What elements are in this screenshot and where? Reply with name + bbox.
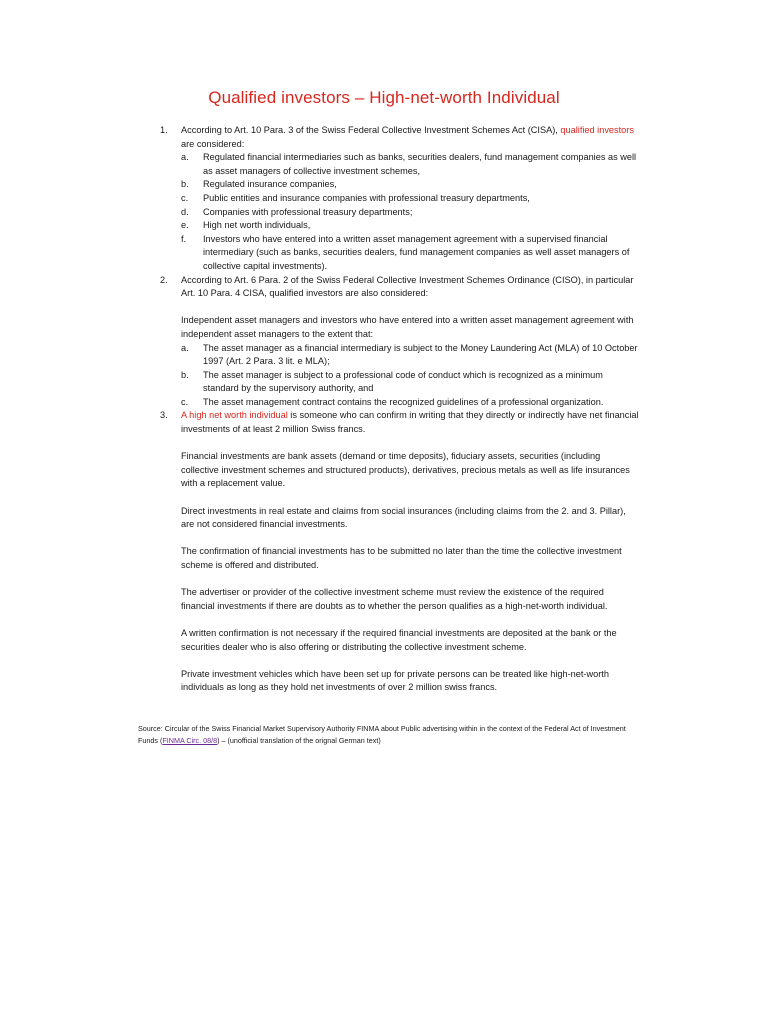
sub-letter: b. [181, 369, 189, 380]
sub-text: Public entities and insurance companies with professional treasury departments, [203, 192, 530, 203]
sub-item [160, 342, 640, 369]
sub-item [160, 219, 640, 233]
sub-text: Regulated financial intermediaries such as banks, securities dealers, fund management companies as well as asset managers of collective investment schemes, [203, 152, 637, 176]
source-text: Source: Circular of the Swiss Financial Market Supervisory Authority FINMA about Public advertising within in the context of the Federal Act of Investment Funds ( [138, 724, 626, 745]
source-note [138, 723, 638, 747]
intro-text-tail: are considered: [181, 138, 245, 149]
list-number: 3. [160, 410, 168, 421]
paragraph: The advertiser or provider of the collective investment scheme must review the existence of the required financial investments if there are doubts as to whether the person qualifies as a high-net-worth individual. [181, 587, 608, 611]
sub-item [160, 396, 640, 410]
highlight-text: A high net worth individual [181, 410, 288, 421]
list-item-1 [160, 124, 640, 151]
sub-letter: e. [181, 220, 189, 231]
document-body [160, 124, 640, 695]
sub-text: High net worth individuals, [203, 220, 311, 231]
paragraph: Financial investments are bank assets (demand or time deposits), fiduciary assets, securities (including collective investment schemes and structured products), derivatives, precious metals as well as life insurances with a replacement value. [181, 451, 630, 489]
sub-letter: f. [181, 233, 187, 244]
intro-text: According to Art. 10 Para. 3 of the Swiss Federal Collective Investment Schemes Act (CISA), [181, 125, 561, 135]
sub-text: Regulated insurance companies, [203, 179, 337, 190]
sub-item [160, 233, 640, 274]
sub-letter: a. [181, 342, 189, 353]
list-item-2 [160, 274, 640, 342]
paragraph: The confirmation of financial investments has to be submitted no later than the time the collective investment scheme is offered and distributed. [181, 546, 622, 570]
highlight-text: qualified investors [560, 125, 634, 135]
sub-letter: c. [181, 396, 189, 407]
sub-item [160, 151, 640, 178]
sub-item [160, 192, 640, 206]
sub-text: The asset manager is subject to a professional code of conduct which is recognized as a minimum standard by the supervisory authority, and [203, 369, 603, 394]
sub-text: The asset manager as a financial intermediary is subject to the Money Laundering Act (MLA) of 10 October 1997 (Art. 2 Para. 3 lit. e MLA); [203, 342, 638, 367]
sub-item [160, 369, 640, 396]
paragraph: Private investment vehicles which have been set up for private persons can be treated like high-net-worth individuals as long as they hold net investments of over 2 million swiss francs. [181, 668, 609, 693]
sub-letter: c. [181, 192, 189, 203]
paragraph: Independent asset managers and investors who have entered into a written asset management agreement with independent asset managers to the extent that: [181, 315, 634, 339]
list-item-3 [160, 409, 640, 694]
paragraph: Direct investments in real estate and claims from social insurances (including claims from the 2. and 3. Pillar), are not considered financial investments. [181, 505, 626, 530]
item-intro [181, 409, 640, 436]
item-intro [181, 124, 640, 151]
list-number: 1. [160, 125, 168, 135]
sub-letter: a. [181, 152, 189, 163]
paragraph: A written confirmation is not necessary if the required financial investments are deposited at the bank or the securities dealer who is also offering or distributing the collective investment scheme. [181, 627, 617, 652]
finma-circular-link[interactable]: FINMA Circ. 08/8 [162, 736, 218, 745]
item-intro: According to Art. 6 Para. 2 of the Swiss Federal Collective Investment Schemes Ordinance (CISO), in particular Art. 10 Para. 4 CISA, qualified investors are also considered: [181, 274, 634, 299]
page-title: Qualified investors – High-net-worth Individual [208, 88, 560, 107]
sub-letter: b. [181, 179, 189, 190]
list-number: 2. [160, 274, 168, 285]
sub-text: Investors who have entered into a written asset management agreement with a supervised financial intermediary (such as banks, securities dealers, fund management companies as well asset managers of collective capital investments). [203, 233, 630, 271]
sub-text: The asset management contract contains the recognized guidelines of a professional organization. [203, 396, 604, 407]
sub-text: Companies with professional treasury departments; [203, 206, 413, 217]
sub-letter: d. [181, 206, 189, 217]
sub-item [160, 178, 640, 192]
source-text-tail: ) – (unofficial translation of the orignal German text) [217, 736, 381, 745]
sub-item [160, 206, 640, 220]
intro-text-tail: is someone who can confirm in writing that they directly or indirectly have net financial investments of at least 2 million Swiss francs. [181, 410, 639, 435]
